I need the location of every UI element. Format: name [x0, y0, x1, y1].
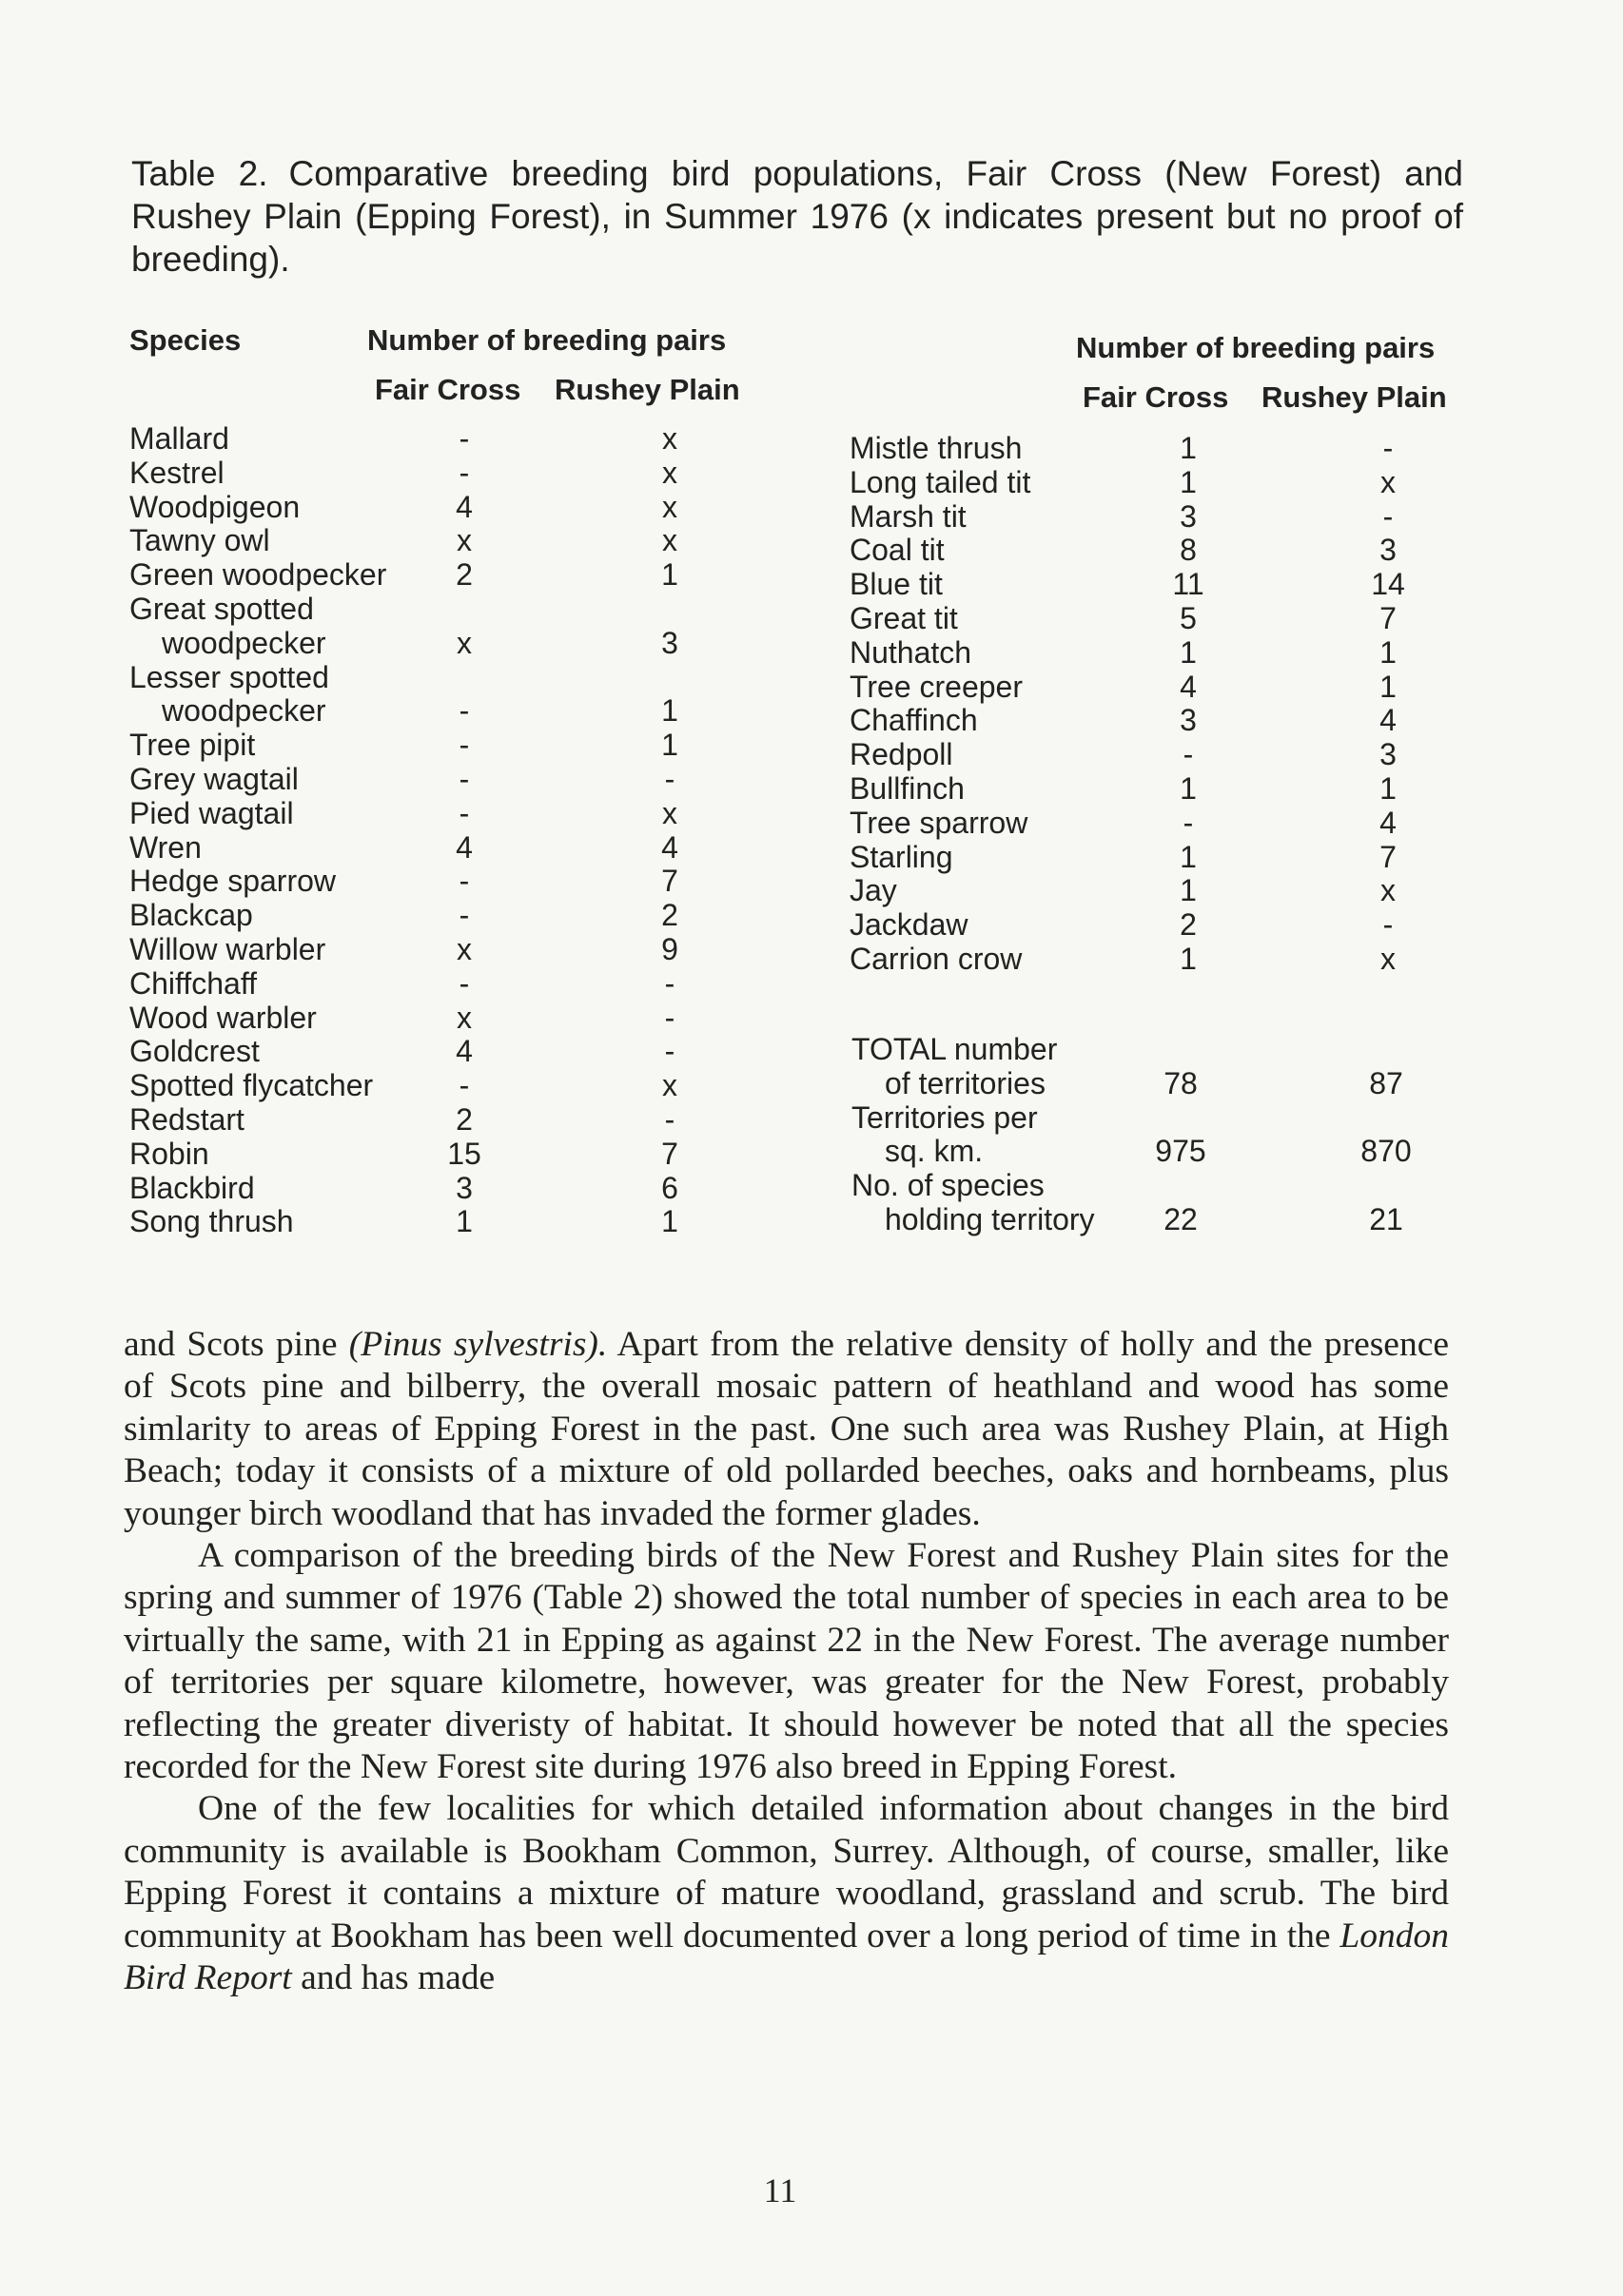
paragraph: A comparison of the breeding birds of the New Forest and Rushey Plain sites for the spring and summer of 1976 (Table 2) showed the total number of species in each area to be virtually the same, with 21 in Epping as against 22 in the New Forest. The average number of territories per square kilometre, however, was greater for the New Forest, probably reflecting the greater diveristy of habitat. It should however be noted that all the species recorded for the New Forest site during 1976 also breed in Epping Forest. — [124, 1536, 1449, 1787]
fair-cross-value: 1 — [1180, 839, 1197, 874]
table-row — [0, 943, 1522, 977]
table-row — [0, 738, 1522, 772]
table-row — [0, 772, 1522, 807]
species-name: Wren — [129, 829, 202, 865]
species-name: Starling — [850, 839, 953, 874]
table-row — [0, 671, 1522, 705]
rushey-plain-value: 870 — [1360, 1134, 1412, 1169]
table-row — [0, 568, 1522, 602]
fair-cross-header-left: Fair Cross — [375, 373, 521, 406]
species-name: Redstart — [129, 1101, 244, 1137]
fair-cross-value: 4 — [456, 489, 473, 524]
rushey-plain-value: 1 — [661, 557, 678, 593]
fair-cross-value: 4 — [456, 1034, 473, 1069]
rushey-plain-value: 2 — [661, 898, 678, 933]
species-name: Blue tit — [850, 567, 943, 602]
rushey-plain-value: 1 — [1379, 669, 1397, 704]
species-name: Wood warbler — [129, 1000, 317, 1035]
fair-cross-value: - — [1183, 805, 1194, 840]
species-name: Territories per — [851, 1099, 1038, 1135]
species-name: Mallard — [129, 421, 229, 456]
table-row — [0, 1002, 761, 1036]
rushey-plain-header-left: Rushey Plain — [555, 373, 740, 406]
species-name: Pied wagtail — [129, 795, 294, 830]
rushey-plain-value: 1 — [661, 1204, 678, 1239]
rushey-plain-value: 7 — [1379, 839, 1397, 874]
table-row — [0, 500, 1522, 535]
rushey-plain-value: 14 — [1371, 567, 1405, 602]
fair-cross-value: - — [459, 898, 470, 933]
species-name: Marsh tit — [850, 498, 967, 534]
rushey-plain-value: 4 — [661, 829, 678, 865]
species-name: Jay — [850, 873, 897, 908]
table-label: Table 2. — [131, 154, 268, 193]
fair-cross-value: 1 — [1180, 770, 1197, 806]
fair-cross-value: - — [459, 761, 470, 796]
rushey-plain-value: - — [1382, 907, 1394, 943]
fair-cross-value: 78 — [1163, 1065, 1198, 1100]
rushey-plain-value: 21 — [1369, 1201, 1403, 1236]
fair-cross-value: 2 — [1180, 907, 1197, 943]
species-name: Hedge sparrow — [129, 864, 336, 899]
page-number: 11 — [763, 2171, 797, 2209]
rushey-plain-value: 4 — [1379, 703, 1397, 738]
species-name: sq. km. — [885, 1134, 984, 1169]
fair-cross-value: - — [459, 965, 470, 1001]
fair-cross-value: 1 — [1180, 873, 1197, 908]
species-name: Chiffchaff — [129, 965, 258, 1001]
body-text — [124, 1324, 1449, 2000]
rushey-plain-value: x — [662, 421, 677, 456]
rushey-plain-value: 3 — [1379, 737, 1397, 772]
rushey-plain-value: x — [1380, 464, 1396, 499]
right-species-table — [0, 432, 1522, 977]
paragraph: and Scots pine (Pinus sylvestris). Apart from the relative density of holly and the presence of Scots pine and bilberry, the overall mosaic pattern of heathland and wood has some simlarity to areas of Epping Forest in the past. One such area was Rushey Plain, at High Beach; today it consists of a mixture of old pollarded beeches, oaks and hornbeams, plus younger birch woodland that has invaded the former glades. — [124, 1325, 1449, 1533]
species-name: Mistle thrush — [850, 431, 1023, 465]
species-name: Long tailed tit — [850, 464, 1031, 499]
publication-title: London Bird Report — [124, 1916, 1449, 1998]
fair-cross-value: 1 — [1180, 464, 1197, 499]
species-name: holding territory — [885, 1201, 1095, 1236]
fair-cross-value: 1 — [1180, 941, 1197, 976]
species-name: Great spotted — [129, 591, 314, 626]
totals-row — [0, 1033, 1522, 1067]
fair-cross-header-right: Fair Cross — [1083, 380, 1229, 414]
fair-cross-value: - — [459, 421, 470, 456]
fair-cross-value: - — [459, 864, 470, 899]
totals-table — [0, 1033, 1522, 1237]
fair-cross-value: 3 — [456, 1170, 473, 1205]
rushey-plain-value: - — [1382, 431, 1394, 465]
species-name: Tree pipit — [129, 728, 256, 763]
paragraph — [124, 1788, 1449, 1999]
rushey-plain-value: 87 — [1369, 1065, 1403, 1100]
rushey-plain-value: 3 — [1379, 533, 1397, 568]
paragraph-3-start: One of the few localities for which detailed information about changes in the bird community is available is Bookham Common, Surrey. Although, of course, smaller, like Epping Forest it contains a mixture of mature woodland, grassland and scrub. The bird community at Bookham has been well documented over a long period of time in the — [124, 1789, 1449, 1955]
fair-cross-value: x — [457, 931, 472, 966]
breeding-pairs-header-left: Number of breeding pairs — [367, 323, 727, 357]
species-name: Tree sparrow — [850, 805, 1028, 840]
totals-row — [0, 1169, 1522, 1203]
fair-cross-value: 5 — [1180, 600, 1197, 635]
fair-cross-value: - — [459, 693, 470, 729]
table-row — [0, 602, 1522, 636]
rushey-plain-value: 6 — [661, 1170, 678, 1205]
table-row — [0, 704, 1522, 738]
table-row — [0, 908, 1522, 943]
rushey-plain-value: - — [664, 1000, 675, 1035]
rushey-plain-value: x — [1380, 873, 1396, 908]
rushey-plain-value: 1 — [1379, 634, 1397, 670]
species-name: No. of species — [851, 1168, 1045, 1203]
table-row — [0, 432, 1522, 466]
table-row — [0, 874, 1522, 908]
species-name: Grey wagtail — [129, 761, 299, 796]
species-name: Great tit — [850, 600, 958, 635]
paragraph-1-rest: Apart from the relative density of holly and the presence of Scots pine and bilberry, the overall mosaic pattern of heathland and wood has some simlarity to areas of Epping Forest in the past. One such area was Rushey Plain, at High Beach; today it consists of a mixture of old pollarded beeches, oaks and hornbeams, plus younger birch woodland that has invaded the former glades. — [124, 1325, 1449, 1533]
fair-cross-value: x — [457, 1000, 472, 1035]
species-name: Robin — [129, 1136, 209, 1171]
rushey-plain-header-right: Rushey Plain — [1261, 380, 1447, 414]
fair-cross-value: x — [457, 625, 472, 660]
rushey-plain-value: x — [662, 523, 677, 558]
species-name: Willow warbler — [129, 931, 326, 966]
table-row — [0, 636, 1522, 671]
rushey-plain-value: 3 — [661, 625, 678, 660]
fair-cross-value: x — [457, 523, 472, 558]
fair-cross-value: 22 — [1163, 1201, 1198, 1236]
rushey-plain-value: x — [662, 489, 677, 524]
rushey-plain-value: - — [1382, 498, 1394, 534]
totals-row — [0, 1203, 1522, 1237]
table-row — [0, 534, 1522, 568]
species-name: Carrion crow — [850, 941, 1023, 976]
species-name: Goldcrest — [129, 1034, 260, 1069]
species-name: Redpoll — [850, 737, 953, 772]
species-name: Blackbird — [129, 1170, 255, 1205]
fair-cross-value: 2 — [456, 557, 473, 593]
fair-cross-value: 3 — [1180, 703, 1197, 738]
fair-cross-value: - — [459, 455, 470, 490]
species-name: woodpecker — [162, 625, 326, 660]
species-name: Tawny owl — [129, 523, 270, 558]
rushey-plain-value: 7 — [1379, 600, 1397, 635]
species-name: Kestrel — [129, 455, 225, 490]
species-name: Woodpigeon — [129, 489, 301, 524]
fair-cross-value: 11 — [1172, 567, 1204, 602]
rushey-plain-value: x — [662, 1068, 677, 1103]
table-row — [0, 466, 1522, 500]
rushey-plain-value: - — [664, 1034, 675, 1069]
species-name: of territories — [885, 1065, 1046, 1100]
fair-cross-value: 3 — [1180, 498, 1197, 534]
rushey-plain-value: 4 — [1379, 805, 1397, 840]
latin-name: (Pinus sylvestris). — [348, 1325, 608, 1364]
species-name: Song thrush — [129, 1204, 294, 1239]
species-name: Lesser spotted — [129, 659, 329, 694]
paragraph-3-end: and has made — [291, 1958, 496, 1998]
fair-cross-value: 4 — [456, 829, 473, 865]
rushey-plain-value: 1 — [661, 693, 678, 729]
species-name: Green woodpecker — [129, 557, 387, 593]
table-caption — [131, 152, 1463, 281]
species-name: TOTAL number — [851, 1032, 1058, 1066]
species-name: Bullfinch — [850, 770, 965, 806]
species-name: Spotted flycatcher — [129, 1068, 374, 1103]
totals-row — [0, 1135, 1522, 1169]
species-header: Species — [129, 323, 242, 357]
fair-cross-value: 1 — [1180, 634, 1197, 670]
totals-row — [0, 1067, 1522, 1101]
rushey-plain-value: - — [664, 761, 675, 796]
rushey-plain-value: - — [664, 1101, 675, 1137]
rushey-plain-value: - — [664, 965, 675, 1001]
rushey-plain-value: x — [662, 455, 677, 490]
fair-cross-value: - — [459, 1068, 470, 1103]
rushey-plain-value: 1 — [1379, 770, 1397, 806]
fair-cross-value: 1 — [456, 1204, 473, 1239]
rushey-plain-value: 9 — [661, 931, 678, 966]
rushey-plain-value: 7 — [661, 864, 678, 899]
table-row — [0, 807, 1522, 841]
rushey-plain-value: x — [1380, 941, 1396, 976]
fair-cross-value: - — [1183, 737, 1194, 772]
fair-cross-value: 2 — [456, 1101, 473, 1137]
species-name: Jackdaw — [850, 907, 968, 943]
totals-row — [0, 1101, 1522, 1136]
fair-cross-value: - — [459, 795, 470, 830]
fair-cross-value: 15 — [447, 1136, 481, 1171]
fair-cross-value: 975 — [1155, 1134, 1206, 1169]
species-name: Chaffinch — [850, 703, 978, 738]
table-row — [0, 841, 1522, 875]
rushey-plain-value: 1 — [661, 728, 678, 763]
species-name: Nuthatch — [850, 634, 972, 670]
rushey-plain-value: x — [662, 795, 677, 830]
caption-text: Comparative breeding bird populations, Fair Cross (New Forest) and Rushey Plain (Epping Forest), in Summer 1976 (x indicates present but no proof of breeding). — [131, 154, 1463, 279]
fair-cross-value: 4 — [1180, 669, 1197, 704]
rushey-plain-value: 7 — [661, 1136, 678, 1171]
fair-cross-value: - — [459, 728, 470, 763]
species-name: Coal tit — [850, 533, 945, 568]
species-name: Tree creeper — [850, 669, 1023, 704]
species-name: Blackcap — [129, 898, 253, 933]
species-name: woodpecker — [162, 693, 326, 729]
fair-cross-value: 8 — [1180, 533, 1197, 568]
breeding-pairs-header-right: Number of breeding pairs — [1076, 331, 1436, 364]
fair-cross-value: 1 — [1180, 431, 1197, 465]
